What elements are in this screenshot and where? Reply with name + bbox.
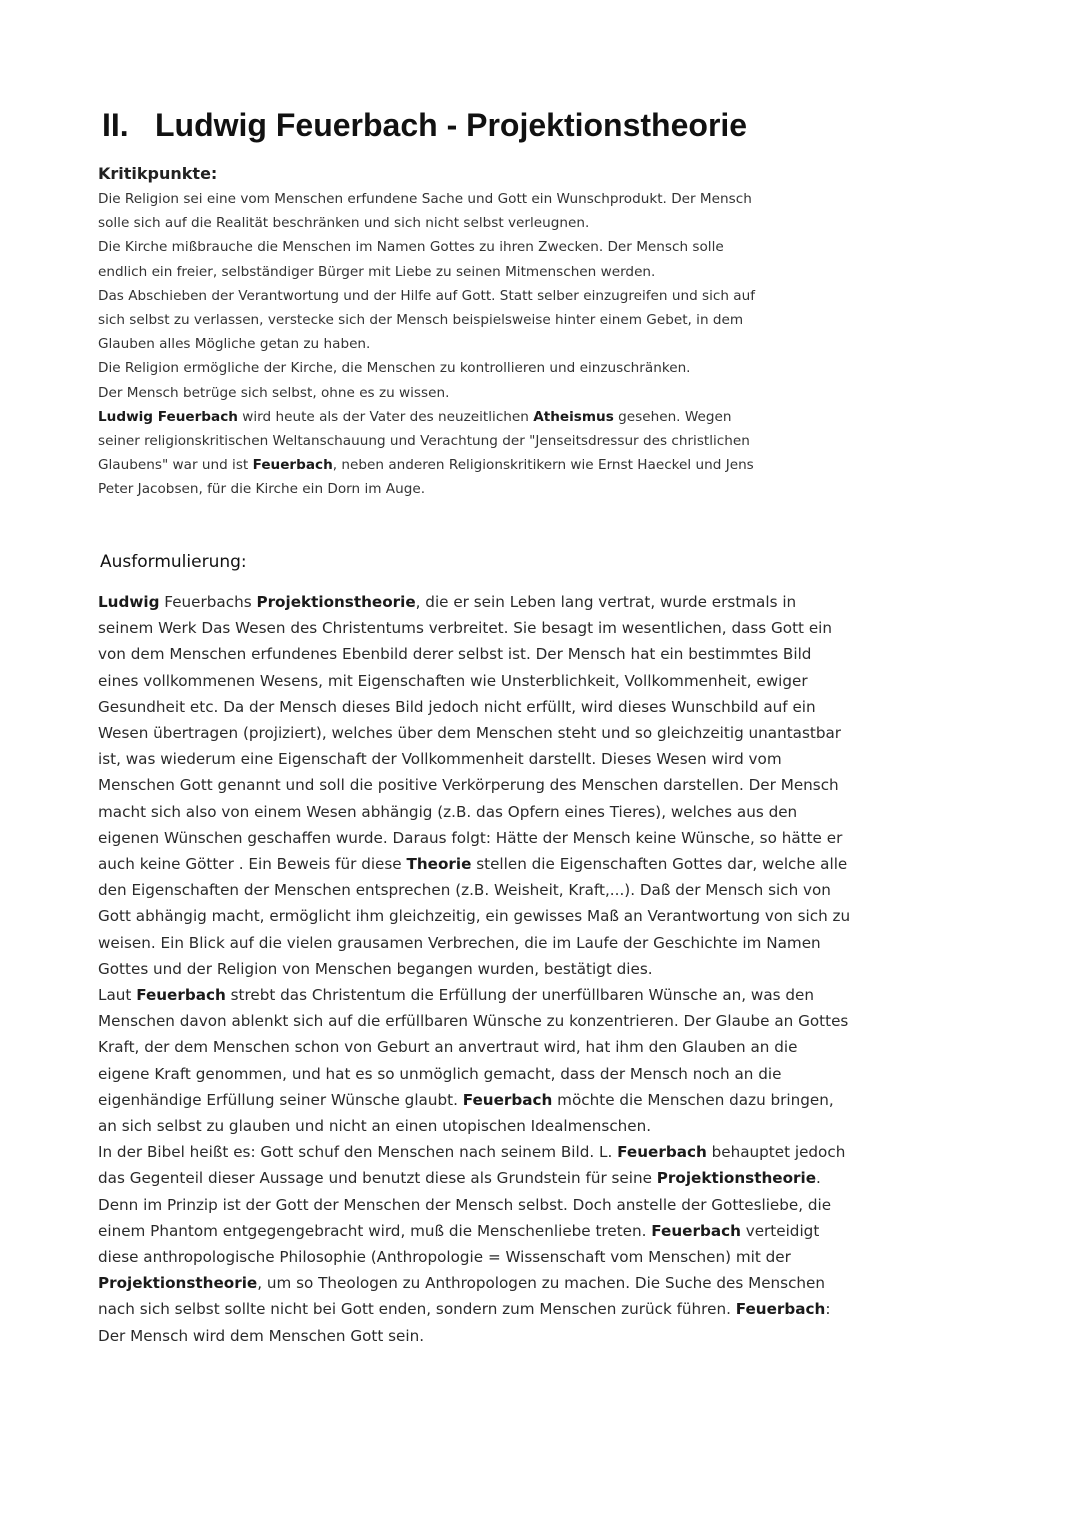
- text-segment: , neben anderen Religionskritikern wie Ernst Haeckel und Jens: [332, 457, 754, 474]
- text-segment: eigenhändige Erfüllung seiner Wünsche glaubt.: [98, 1090, 463, 1109]
- page-title: [102, 103, 747, 147]
- critique-section: [98, 163, 818, 502]
- text-line: [98, 284, 818, 308]
- text-line: [98, 308, 818, 332]
- text-segment: Glaubens" war und ist: [98, 457, 253, 474]
- text-segment: Laut: [98, 986, 137, 1005]
- text-segment: strebt das Christentum die Erfüllung der unerfüllbaren Wünsche an, was den: [225, 986, 815, 1005]
- text-line: [98, 356, 818, 380]
- title-text: Ludwig Feuerbach - Projektionstheorie: [155, 107, 748, 143]
- text-line: [98, 1270, 888, 1296]
- text-segment: von dem Menschen erfundenes Ebenbild derer selbst ist. Der Mensch hat ein bestimmtes Bild: [98, 645, 812, 664]
- text-line: [98, 825, 888, 851]
- text-segment: Denn im Prinzip ist der Gott der Menschen der Mensch selbst. Doch anstelle der Gottesliebe, die: [98, 1195, 832, 1214]
- text-line: [98, 903, 888, 929]
- text-segment: wird heute als der Vater des neuzeitlichen: [237, 408, 534, 425]
- text-segment: Die Religion sei eine vom Menschen erfundene Sache und Gott ein Wunschprodukt. Der Mensch: [98, 191, 752, 207]
- bold-text: Ludwig: [98, 593, 160, 611]
- critique-heading: Kritikpunkte:: [98, 164, 218, 183]
- text-segment: :: [825, 1300, 831, 1319]
- text-segment: möchte die Menschen dazu bringen,: [552, 1090, 834, 1109]
- text-line: [98, 930, 888, 956]
- text-line: [98, 477, 818, 501]
- text-segment: Gottes und der Religion von Menschen begangen wurden, bestätigt dies.: [98, 959, 653, 978]
- text-segment: nach sich selbst sollte nicht bei Gott enden, sondern zum Menschen zurück führen.: [98, 1300, 736, 1319]
- text-line: [98, 211, 818, 235]
- text-line: [98, 746, 888, 772]
- text-segment: Peter Jacobsen, für die Kirche ein Dorn im Auge.: [98, 481, 426, 498]
- text-line: [98, 1139, 888, 1165]
- bold-text: Projektionstheorie: [656, 1169, 817, 1188]
- text-segment: endlich ein freier, selbständiger Bürger mit Liebe zu seinen Mitmenschen werden.: [98, 263, 656, 280]
- text-line: [98, 877, 888, 903]
- text-line: [98, 956, 888, 982]
- text-segment: Kraft, der dem Menschen schon von Geburt an anvertraut wird, hat ihm den Glauben an die: [98, 1038, 798, 1057]
- text-line: [98, 1087, 888, 1113]
- text-segment: behauptet jedoch: [706, 1143, 846, 1162]
- text-line: [98, 1034, 888, 1060]
- critique-body: [98, 187, 818, 502]
- text-segment: Menschen Gott genannt und soll die positive Verkörperung des Menschen darstellen. Der Mensch: [98, 776, 839, 795]
- bold-text: Theorie: [406, 855, 472, 874]
- text-line: [98, 694, 888, 720]
- bold-text: Feuerbach: [651, 1221, 741, 1240]
- bold-text: Projektionstheorie: [256, 593, 416, 611]
- text-line: [98, 589, 888, 615]
- text-segment: an sich selbst zu glauben und nicht an einen utopischen Idealmenschen.: [98, 1117, 652, 1136]
- text-line: [98, 1165, 888, 1191]
- text-segment: macht sich also von einem Wesen abhängig (z.B. das Opfern eines Tieres), welches aus den: [98, 802, 798, 821]
- text-line: [98, 332, 818, 356]
- text-line: [98, 429, 818, 453]
- formulation-section: [98, 549, 888, 1349]
- formulation-heading: Ausformulierung:: [100, 552, 247, 572]
- text-segment: Menschen davon ablenkt sich auf die erfüllbaren Wünsche zu konzentrieren. Der Glaube an Gottes: [98, 1012, 849, 1031]
- formulation-body: [98, 589, 888, 1349]
- text-line: [98, 982, 888, 1008]
- text-segment: den Eigenschaften der Menschen entsprechen (z.B. Weisheit, Kraft,...). Daß der Mensch sich von: [98, 881, 831, 900]
- bold-text: Ludwig Feuerbach: [98, 408, 238, 425]
- text-segment: verteidigt: [740, 1221, 820, 1240]
- text-segment: eigene Kraft genommen, und hat es so unmöglich gemacht, dass der Mensch noch an die: [98, 1064, 782, 1083]
- text-segment: seinem Werk Das Wesen des Christentums verbreitet. Sie besagt im wesentlichen, dass Gott ein: [98, 619, 833, 638]
- text-line: [98, 187, 818, 211]
- bold-text: Feuerbach: [462, 1090, 553, 1109]
- text-segment: ist, was wiederum eine Eigenschaft der Vollkommenheit darstellt. Dieses Wesen wird vom: [98, 750, 782, 769]
- text-line: [98, 381, 818, 405]
- bold-text: Feuerbach: [136, 986, 226, 1005]
- text-segment: Feuerbachs: [159, 593, 257, 611]
- text-segment: sich selbst zu verlassen, verstecke sich der Mensch beispielsweise hinter einem Gebet, in dem: [98, 312, 744, 329]
- text-line: [98, 405, 818, 429]
- bold-text: Projektionstheorie: [98, 1274, 258, 1293]
- text-line: [98, 260, 818, 284]
- text-segment: auch keine Götter . Ein Beweis für diese: [98, 855, 407, 874]
- text-segment: Glauben alles Mögliche getan zu haben.: [98, 336, 371, 353]
- text-line: [98, 641, 888, 667]
- text-segment: Gesundheit etc. Da der Mensch dieses Bild jedoch nicht erfüllt, wird dieses Wunschbild auf ein: [98, 697, 816, 716]
- text-segment: eigenen Wünschen geschaffen wurde. Daraus folgt: Hätte der Mensch keine Wünsche, so hätte er: [98, 828, 843, 847]
- text-line: [98, 772, 888, 798]
- bold-text: Feuerbach: [735, 1300, 826, 1319]
- text-line: [98, 1113, 888, 1139]
- section-number: II.: [102, 107, 129, 143]
- text-segment: seiner religionskritischen Weltanschauung und Verachtung der "Jenseitsdressur des christlichen: [98, 433, 750, 450]
- bold-text: Feuerbach: [617, 1143, 707, 1162]
- text-line: [98, 453, 818, 477]
- text-line: [98, 1008, 888, 1034]
- text-segment: eines vollkommenen Wesens, mit Eigenschaften wie Unsterblichkeit, Vollkommenheit, ewiger: [98, 671, 808, 690]
- bold-text: Feuerbach: [252, 457, 333, 474]
- text-line: [98, 668, 888, 694]
- bold-text: Atheismus: [533, 408, 614, 425]
- text-segment: Gott abhängig macht, ermöglicht ihm gleichzeitig, ein gewisses Maß an Verantwortung von sich zu: [98, 907, 851, 926]
- text-segment: In der Bibel heißt es: Gott schuf den Menschen nach seinem Bild. L.: [98, 1143, 618, 1162]
- text-segment: Das Abschieben der Verantwortung und der Hilfe auf Gott. Statt selber einzugreifen und sich auf: [98, 287, 756, 304]
- text-line: [98, 1296, 888, 1322]
- text-segment: Die Kirche mißbrauche die Menschen im Namen Gottes zu ihren Zwecken. Der Mensch solle: [98, 239, 724, 256]
- text-line: [98, 615, 888, 641]
- text-line: [98, 1192, 888, 1218]
- text-line: [98, 235, 818, 259]
- text-segment: das Gegenteil dieser Aussage und benutzt diese als Grundstein für seine: [98, 1169, 657, 1188]
- text-segment: Der Mensch betrüge sich selbst, ohne es zu wissen.: [98, 384, 450, 401]
- text-segment: einem Phantom entgegengebracht wird, muß die Menschenliebe treten.: [98, 1221, 652, 1240]
- text-line: [98, 720, 888, 746]
- text-segment: Die Religion ermögliche der Kirche, die Menschen zu kontrollieren und einzuschränken.: [98, 360, 691, 377]
- text-segment: Der Mensch wird dem Menschen Gott sein.: [98, 1326, 425, 1345]
- text-segment: solle sich auf die Realität beschränken und sich nicht selbst verleugnen.: [98, 215, 590, 232]
- text-segment: stellen die Eigenschaften Gottes dar, welche alle: [471, 855, 848, 874]
- text-segment: .: [816, 1169, 821, 1188]
- text-segment: diese anthropologische Philosophie (Anthropologie = Wissenschaft vom Menschen) mit der: [98, 1248, 791, 1267]
- text-line: [98, 851, 888, 877]
- text-segment: gesehen. Wegen: [613, 408, 732, 425]
- text-segment: Wesen übertragen (projiziert), welches über dem Menschen steht und so gleichzeitig unantastbar: [98, 724, 842, 743]
- text-line: [98, 1323, 888, 1349]
- text-segment: weisen. Ein Blick auf die vielen grausamen Verbrechen, die im Laufe der Geschichte im Namen: [98, 933, 821, 952]
- text-line: [98, 1061, 888, 1087]
- text-segment: , die er sein Leben lang vertrat, wurde erstmals in: [415, 593, 797, 611]
- text-segment: , um so Theologen zu Anthropologen zu machen. Die Suche des Menschen: [257, 1274, 826, 1293]
- text-line: [98, 1218, 888, 1244]
- text-line: [98, 799, 888, 825]
- text-line: [98, 1244, 888, 1270]
